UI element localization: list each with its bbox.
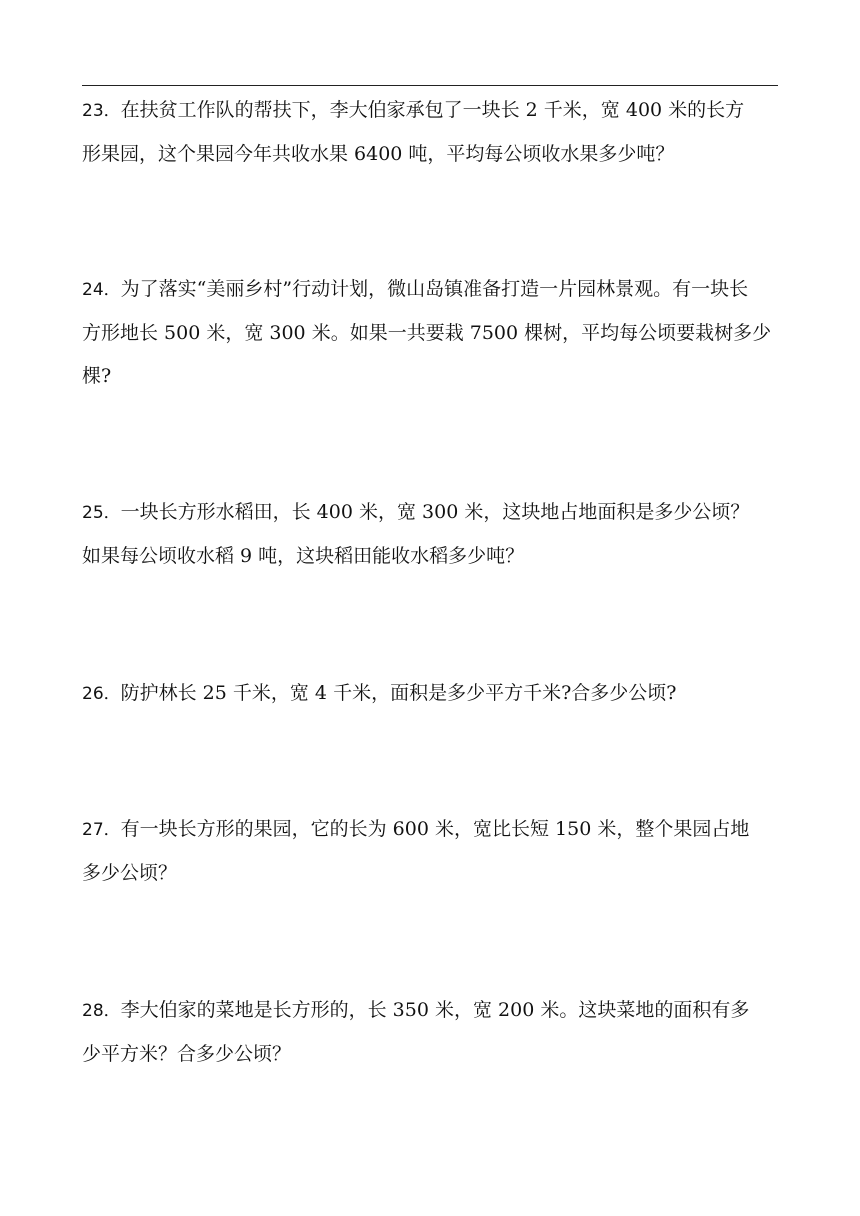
problem-23 xyxy=(82,89,782,176)
problem-line: 棵? xyxy=(82,365,112,387)
problem-line: 多少公顷？ xyxy=(82,862,178,884)
problem-text: 为了落实“美丽乡村”行动计划，微山岛镇准备打造一片园林景观。有一块长 xyxy=(120,278,749,300)
problem-27 xyxy=(82,808,782,895)
problem-26 xyxy=(82,672,782,716)
problem-line xyxy=(82,808,782,852)
problem-text: 一块长方形水稻田，长 400 米，宽 300 米，这块地占地面积是多少公顷？ xyxy=(120,501,750,523)
problem-24 xyxy=(82,268,782,398)
problem-28 xyxy=(82,989,782,1076)
problem-line xyxy=(82,989,782,1033)
problem-text: 有一块长方形的果园，它的长为 600 米，宽比长短 150 米，整个果园占地 xyxy=(120,818,750,840)
problem-number: 23． xyxy=(82,101,121,121)
problem-25 xyxy=(82,491,782,578)
problem-line xyxy=(82,491,782,535)
problem-line xyxy=(82,268,782,312)
problem-number: 24． xyxy=(82,280,121,300)
problem-line: 少平方米？合多少公顷？ xyxy=(82,1043,292,1065)
problem-number: 28． xyxy=(82,1001,121,1021)
problem-text: 在扶贫工作队的帮扶下，李大伯家承包了一块长 2 千米，宽 400 米的长方 xyxy=(120,99,745,121)
problem-line: 方形地长 500 米，宽 300 米。如果一共要栽 7500 棵树，平均每公顷要栽树多少 xyxy=(82,322,772,344)
problem-line xyxy=(82,672,782,716)
problem-number: 26． xyxy=(82,684,121,704)
problem-text: 李大伯家的菜地是长方形的，长 350 米，宽 200 米。这块菜地的面积有多 xyxy=(120,999,750,1021)
problem-line xyxy=(82,89,782,133)
problem-line: 形果园，这个果园今年共收水果 6400 吨，平均每公顷收水果多少吨？ xyxy=(82,143,675,165)
problem-number: 25． xyxy=(82,503,121,523)
problem-text: 防护林长 25 千米，宽 4 千米，面积是多少平方千米?合多少公顷? xyxy=(120,682,677,704)
header-rule xyxy=(82,85,778,86)
problem-number: 27． xyxy=(82,820,121,840)
problem-line: 如果每公顷收水稻 9 吨，这块稻田能收水稻多少吨？ xyxy=(82,545,525,567)
